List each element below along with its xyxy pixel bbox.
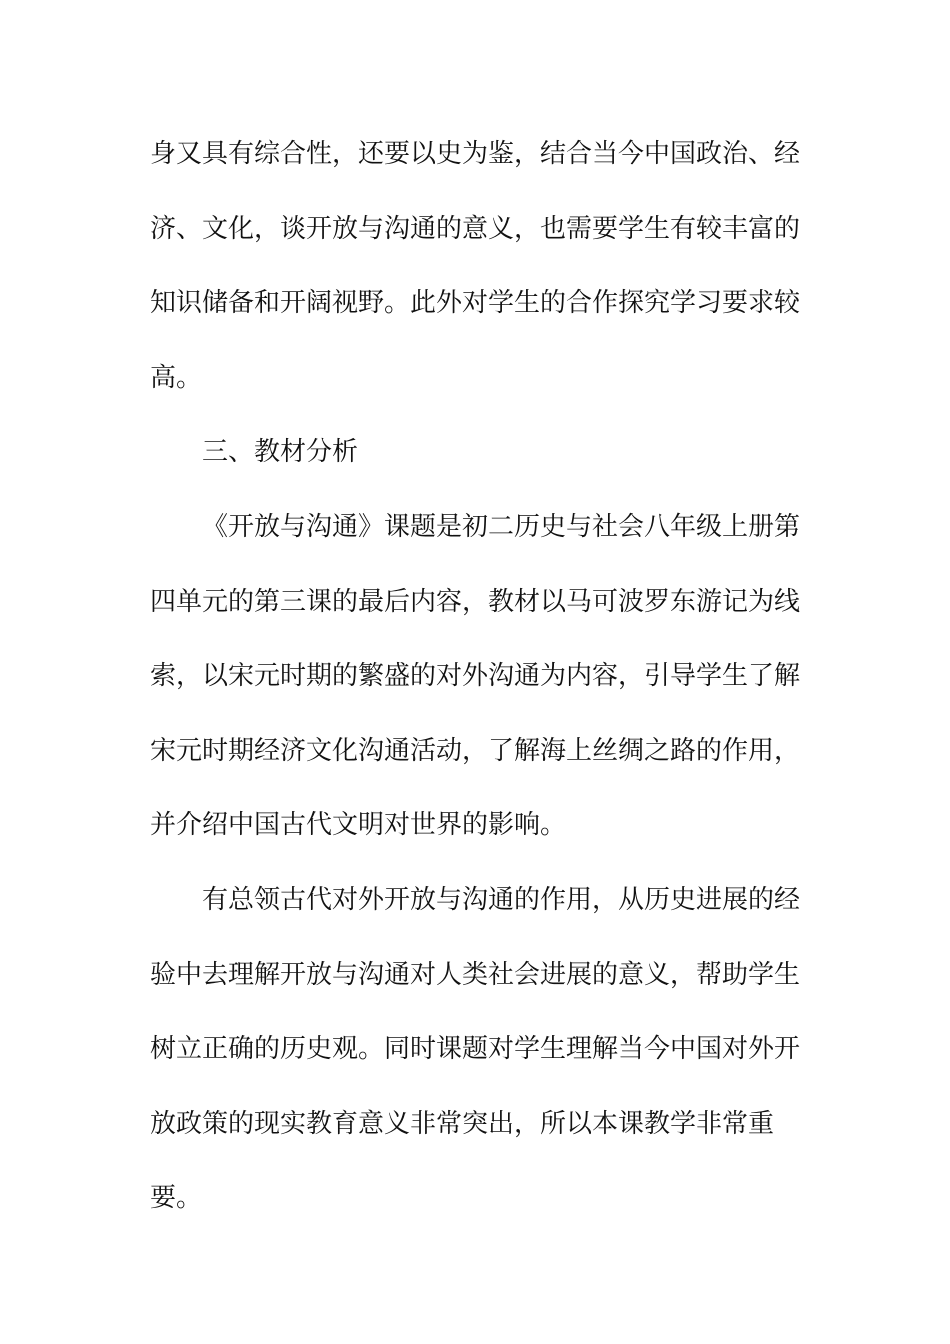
section-heading: 三、教材分析 [202,437,359,468]
text-line: 索，以宋元时期的繁盛的对外沟通为内容，引导学生了解 [150,661,801,692]
text-line: 放政策的现实教育意义非常突出，所以本课教学非常重 [150,1108,775,1139]
text-line: 济、文化，谈开放与沟通的意义，也需要学生有较丰富的 [150,213,801,244]
text-line: 高。 [150,362,203,393]
text-line: 知识储备和开阔视野。此外对学生的合作探究学习要求较 [150,288,801,319]
text-line: 四单元的第三课的最后内容，教材以马可波罗东游记为线 [150,586,801,617]
text-line: 要。 [150,1183,203,1214]
text-line: 有总领古代对外开放与沟通的作用，从历史进展的经 [202,884,801,915]
text-line: 宋元时期经济文化沟通活动，了解海上丝绸之路的作用， [150,735,801,766]
text-line: 验中去理解开放与沟通对人类社会进展的意义，帮助学生 [150,959,801,990]
text-line: 身又具有综合性，还要以史为鉴，结合当今中国政治、经 [150,139,801,169]
text-line: 《开放与沟通》课题是初二历史与社会八年级上册第 [202,511,801,542]
text-line: 树立正确的历史观。同时课题对学生理解当今中国对外开 [150,1034,801,1065]
body-text [150,117,800,1236]
text-line: 并介绍中国古代文明对世界的影响。 [150,810,567,841]
